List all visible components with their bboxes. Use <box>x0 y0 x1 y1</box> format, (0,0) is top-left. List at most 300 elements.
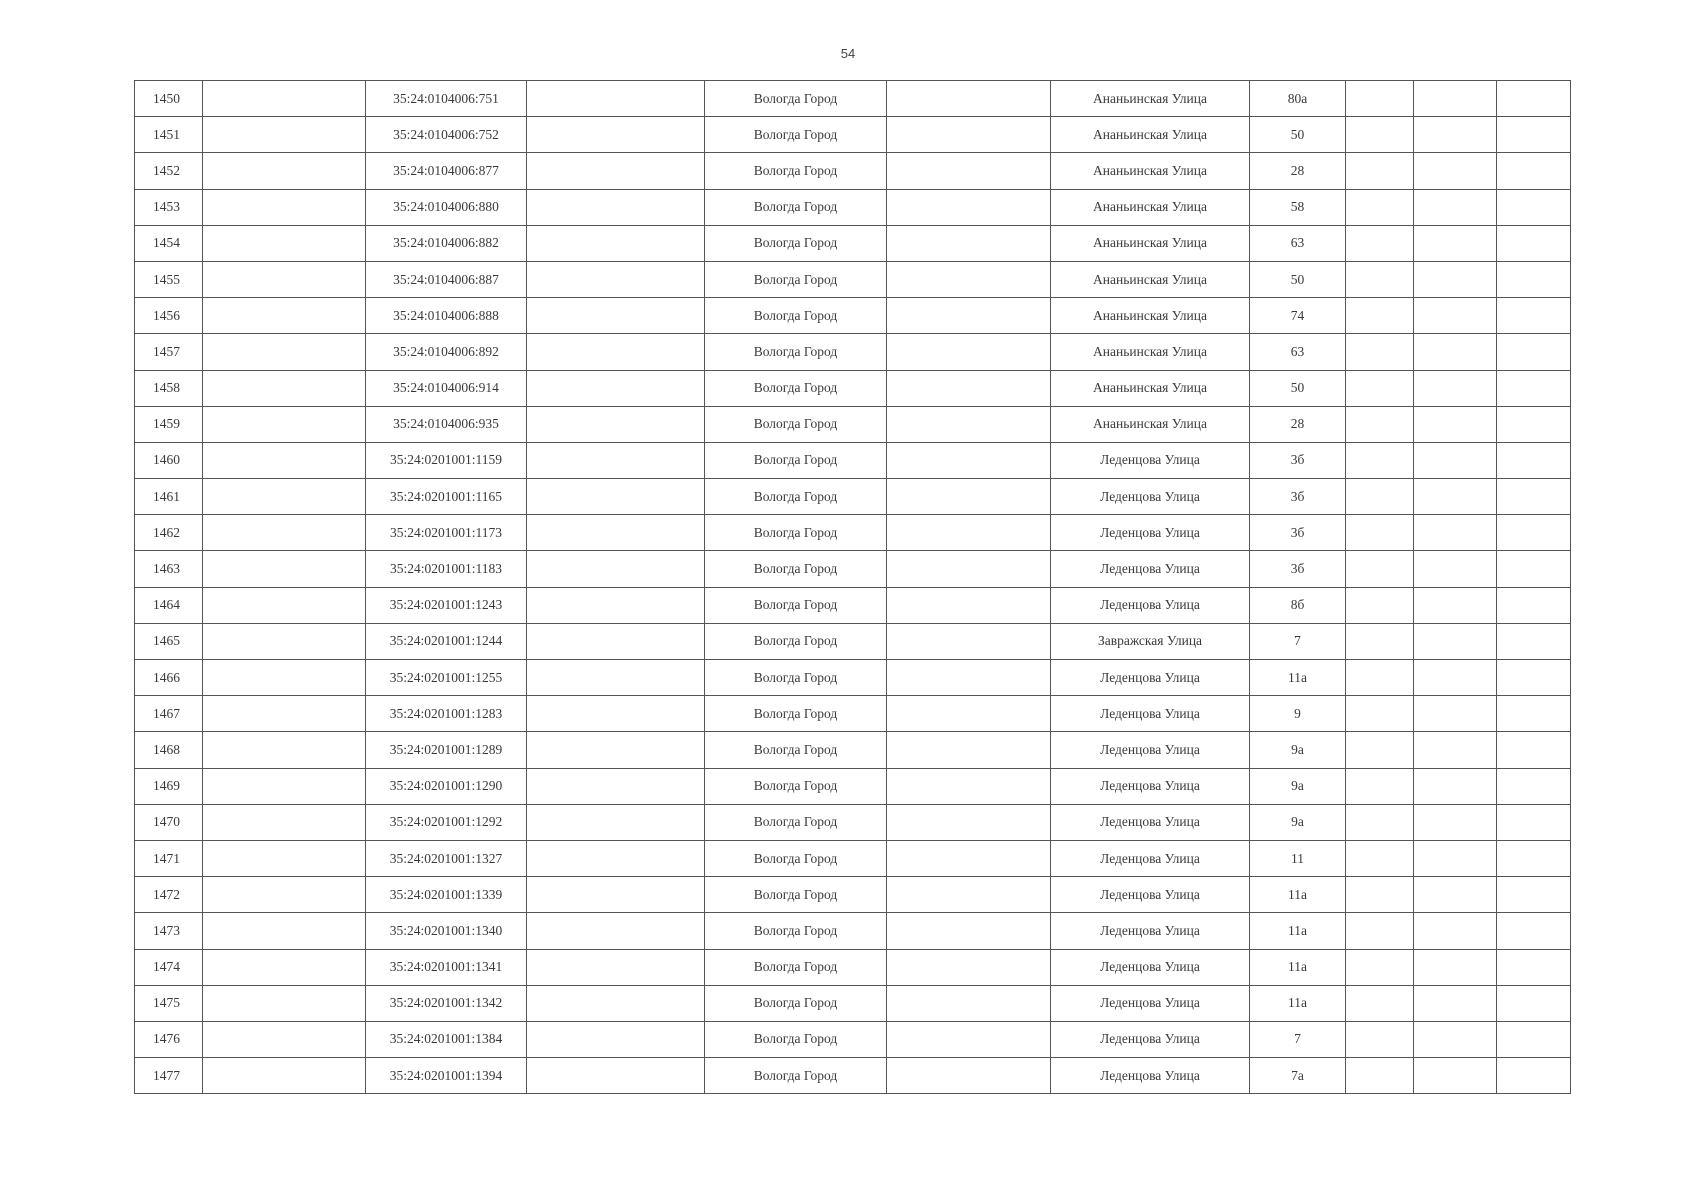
empty-cell <box>1346 153 1414 189</box>
city-cell: Вологда Город <box>705 334 887 370</box>
house-number-cell: 63 <box>1250 334 1346 370</box>
row-number-cell: 1476 <box>135 1021 203 1057</box>
table-row <box>135 370 1571 406</box>
house-number-cell: 9а <box>1250 804 1346 840</box>
empty-cell <box>203 551 366 587</box>
house-number-cell: 28 <box>1250 153 1346 189</box>
empty-cell <box>887 985 1051 1021</box>
city-cell: Вологда Город <box>705 913 887 949</box>
empty-cell <box>1346 985 1414 1021</box>
empty-cell <box>1414 515 1497 551</box>
empty-cell <box>1414 225 1497 261</box>
empty-cell <box>1346 768 1414 804</box>
empty-cell <box>1497 225 1571 261</box>
empty-cell <box>1414 768 1497 804</box>
empty-cell <box>1497 515 1571 551</box>
street-cell: Ананьинская Улица <box>1051 189 1250 225</box>
empty-cell <box>1414 442 1497 478</box>
street-cell: Леденцова Улица <box>1051 804 1250 840</box>
empty-cell <box>527 913 705 949</box>
city-cell: Вологда Город <box>705 732 887 768</box>
empty-cell <box>1346 1058 1414 1094</box>
row-number-cell: 1475 <box>135 985 203 1021</box>
row-number-cell: 1455 <box>135 261 203 297</box>
empty-cell <box>527 442 705 478</box>
street-cell: Леденцова Улица <box>1051 515 1250 551</box>
empty-cell <box>527 153 705 189</box>
cadastral-number-cell: 35:24:0201001:1159 <box>366 442 527 478</box>
row-number-cell: 1460 <box>135 442 203 478</box>
empty-cell <box>203 696 366 732</box>
empty-cell <box>887 406 1051 442</box>
empty-cell <box>203 732 366 768</box>
empty-cell <box>1497 804 1571 840</box>
cadastral-number-cell: 35:24:0201001:1289 <box>366 732 527 768</box>
street-cell: Леденцова Улица <box>1051 877 1250 913</box>
empty-cell <box>527 587 705 623</box>
table-row <box>135 406 1571 442</box>
empty-cell <box>203 913 366 949</box>
house-number-cell: 11а <box>1250 877 1346 913</box>
row-number-cell: 1477 <box>135 1058 203 1094</box>
city-cell: Вологда Город <box>705 1058 887 1094</box>
table-row <box>135 225 1571 261</box>
row-number-cell: 1472 <box>135 877 203 913</box>
cadastral-number-cell: 35:24:0201001:1183 <box>366 551 527 587</box>
house-number-cell: 63 <box>1250 225 1346 261</box>
street-cell: Леденцова Улица <box>1051 660 1250 696</box>
empty-cell <box>1497 551 1571 587</box>
house-number-cell: 80а <box>1250 81 1346 117</box>
street-cell: Ананьинская Улица <box>1051 370 1250 406</box>
street-cell: Леденцова Улица <box>1051 587 1250 623</box>
empty-cell <box>527 515 705 551</box>
house-number-cell: 3б <box>1250 442 1346 478</box>
row-number-cell: 1459 <box>135 406 203 442</box>
empty-cell <box>1346 515 1414 551</box>
empty-cell <box>1346 117 1414 153</box>
empty-cell <box>1497 732 1571 768</box>
table-row <box>135 551 1571 587</box>
cadastral-number-cell: 35:24:0201001:1255 <box>366 660 527 696</box>
cadastral-number-cell: 35:24:0201001:1327 <box>366 840 527 876</box>
city-cell: Вологда Город <box>705 189 887 225</box>
page-number: 54 <box>840 46 856 61</box>
empty-cell <box>1414 696 1497 732</box>
street-cell: Леденцова Улица <box>1051 442 1250 478</box>
row-number-cell: 1463 <box>135 551 203 587</box>
empty-cell <box>203 804 366 840</box>
table-row <box>135 587 1571 623</box>
cadastral-number-cell: 35:24:0201001:1342 <box>366 985 527 1021</box>
table-row <box>135 732 1571 768</box>
street-cell: Леденцова Улица <box>1051 479 1250 515</box>
cadastral-number-cell: 35:24:0201001:1244 <box>366 623 527 659</box>
empty-cell <box>1497 985 1571 1021</box>
empty-cell <box>527 406 705 442</box>
house-number-cell: 8б <box>1250 587 1346 623</box>
empty-cell <box>203 1021 366 1057</box>
empty-cell <box>1497 623 1571 659</box>
table-row <box>135 1021 1571 1057</box>
city-cell: Вологда Город <box>705 515 887 551</box>
empty-cell <box>527 189 705 225</box>
empty-cell <box>1414 189 1497 225</box>
row-number-cell: 1453 <box>135 189 203 225</box>
cadastral-number-cell: 35:24:0201001:1292 <box>366 804 527 840</box>
empty-cell <box>887 442 1051 478</box>
street-cell: Леденцова Улица <box>1051 768 1250 804</box>
empty-cell <box>887 949 1051 985</box>
cadastral-number-cell: 35:24:0104006:935 <box>366 406 527 442</box>
empty-cell <box>527 81 705 117</box>
cadastral-number-cell: 35:24:0104006:751 <box>366 81 527 117</box>
empty-cell <box>203 189 366 225</box>
empty-cell <box>887 189 1051 225</box>
empty-cell <box>887 732 1051 768</box>
city-cell: Вологда Город <box>705 696 887 732</box>
cadastral-number-cell: 35:24:0104006:752 <box>366 117 527 153</box>
empty-cell <box>1414 551 1497 587</box>
empty-cell <box>1346 1021 1414 1057</box>
city-cell: Вологда Город <box>705 587 887 623</box>
street-cell: Ананьинская Улица <box>1051 81 1250 117</box>
house-number-cell: 50 <box>1250 261 1346 297</box>
empty-cell <box>1497 406 1571 442</box>
empty-cell <box>887 623 1051 659</box>
city-cell: Вологда Город <box>705 877 887 913</box>
empty-cell <box>527 370 705 406</box>
row-number-cell: 1471 <box>135 840 203 876</box>
empty-cell <box>1346 442 1414 478</box>
street-cell: Леденцова Улица <box>1051 696 1250 732</box>
city-cell: Вологда Город <box>705 225 887 261</box>
row-number-cell: 1466 <box>135 660 203 696</box>
table-row <box>135 261 1571 297</box>
street-cell: Ананьинская Улица <box>1051 298 1250 334</box>
empty-cell <box>887 479 1051 515</box>
empty-cell <box>887 153 1051 189</box>
empty-cell <box>527 1058 705 1094</box>
row-number-cell: 1464 <box>135 587 203 623</box>
empty-cell <box>203 479 366 515</box>
table-row <box>135 696 1571 732</box>
empty-cell <box>1414 370 1497 406</box>
empty-cell <box>203 515 366 551</box>
table-row <box>135 985 1571 1021</box>
table-row <box>135 442 1571 478</box>
table-row <box>135 479 1571 515</box>
empty-cell <box>1497 660 1571 696</box>
cadastral-number-cell: 35:24:0201001:1341 <box>366 949 527 985</box>
empty-cell <box>203 261 366 297</box>
row-number-cell: 1465 <box>135 623 203 659</box>
cadastral-number-cell: 35:24:0201001:1173 <box>366 515 527 551</box>
empty-cell <box>203 153 366 189</box>
table-row <box>135 298 1571 334</box>
registry-table <box>134 80 1571 1094</box>
empty-cell <box>1497 442 1571 478</box>
empty-cell <box>1346 406 1414 442</box>
house-number-cell: 9 <box>1250 696 1346 732</box>
house-number-cell: 50 <box>1250 117 1346 153</box>
empty-cell <box>1414 1021 1497 1057</box>
street-cell: Леденцова Улица <box>1051 913 1250 949</box>
city-cell: Вологда Город <box>705 117 887 153</box>
row-number-cell: 1452 <box>135 153 203 189</box>
table-row <box>135 81 1571 117</box>
table-row <box>135 877 1571 913</box>
house-number-cell: 11а <box>1250 949 1346 985</box>
empty-cell <box>527 732 705 768</box>
empty-cell <box>1497 189 1571 225</box>
empty-cell <box>1414 406 1497 442</box>
empty-cell <box>1346 298 1414 334</box>
empty-cell <box>1346 479 1414 515</box>
empty-cell <box>203 623 366 659</box>
empty-cell <box>1497 334 1571 370</box>
empty-cell <box>1346 587 1414 623</box>
empty-cell <box>203 985 366 1021</box>
empty-cell <box>527 225 705 261</box>
empty-cell <box>203 406 366 442</box>
empty-cell <box>1414 334 1497 370</box>
city-cell: Вологда Город <box>705 623 887 659</box>
empty-cell <box>1346 696 1414 732</box>
empty-cell <box>1414 985 1497 1021</box>
empty-cell <box>527 1021 705 1057</box>
city-cell: Вологда Город <box>705 804 887 840</box>
city-cell: Вологда Город <box>705 949 887 985</box>
house-number-cell: 11а <box>1250 913 1346 949</box>
empty-cell <box>1414 587 1497 623</box>
row-number-cell: 1454 <box>135 225 203 261</box>
empty-cell <box>527 840 705 876</box>
empty-cell <box>1497 1058 1571 1094</box>
empty-cell <box>887 877 1051 913</box>
empty-cell <box>1497 913 1571 949</box>
empty-cell <box>527 949 705 985</box>
empty-cell <box>203 225 366 261</box>
table-row <box>135 660 1571 696</box>
cadastral-number-cell: 35:24:0104006:914 <box>366 370 527 406</box>
empty-cell <box>1414 623 1497 659</box>
empty-cell <box>887 261 1051 297</box>
cadastral-number-cell: 35:24:0201001:1290 <box>366 768 527 804</box>
city-cell: Вологда Город <box>705 153 887 189</box>
house-number-cell: 58 <box>1250 189 1346 225</box>
empty-cell <box>1414 298 1497 334</box>
empty-cell <box>1346 551 1414 587</box>
table-row <box>135 949 1571 985</box>
empty-cell <box>887 370 1051 406</box>
empty-cell <box>203 81 366 117</box>
table-row <box>135 189 1571 225</box>
table-row <box>135 840 1571 876</box>
empty-cell <box>203 298 366 334</box>
city-cell: Вологда Город <box>705 768 887 804</box>
table-row <box>135 804 1571 840</box>
empty-cell <box>1414 913 1497 949</box>
city-cell: Вологда Город <box>705 985 887 1021</box>
empty-cell <box>1497 768 1571 804</box>
city-cell: Вологда Город <box>705 1021 887 1057</box>
street-cell: Леденцова Улица <box>1051 985 1250 1021</box>
cadastral-number-cell: 35:24:0201001:1340 <box>366 913 527 949</box>
cadastral-number-cell: 35:24:0201001:1339 <box>366 877 527 913</box>
empty-cell <box>1497 261 1571 297</box>
cadastral-number-cell: 35:24:0201001:1384 <box>366 1021 527 1057</box>
empty-cell <box>887 768 1051 804</box>
empty-cell <box>203 334 366 370</box>
empty-cell <box>887 660 1051 696</box>
street-cell: Ананьинская Улица <box>1051 406 1250 442</box>
row-number-cell: 1473 <box>135 913 203 949</box>
empty-cell <box>1497 479 1571 515</box>
empty-cell <box>1346 877 1414 913</box>
empty-cell <box>887 225 1051 261</box>
empty-cell <box>887 840 1051 876</box>
empty-cell <box>527 877 705 913</box>
city-cell: Вологда Город <box>705 442 887 478</box>
empty-cell <box>527 117 705 153</box>
street-cell: Ананьинская Улица <box>1051 117 1250 153</box>
street-cell: Леденцова Улица <box>1051 840 1250 876</box>
empty-cell <box>203 877 366 913</box>
empty-cell <box>1497 840 1571 876</box>
cadastral-number-cell: 35:24:0104006:877 <box>366 153 527 189</box>
empty-cell <box>1414 81 1497 117</box>
empty-cell <box>887 117 1051 153</box>
empty-cell <box>527 660 705 696</box>
empty-cell <box>203 117 366 153</box>
city-cell: Вологда Город <box>705 479 887 515</box>
empty-cell <box>1497 298 1571 334</box>
street-cell: Леденцова Улица <box>1051 1021 1250 1057</box>
street-cell: Леденцова Улица <box>1051 551 1250 587</box>
empty-cell <box>203 660 366 696</box>
table-row <box>135 515 1571 551</box>
empty-cell <box>1346 660 1414 696</box>
empty-cell <box>1497 370 1571 406</box>
empty-cell <box>1346 840 1414 876</box>
house-number-cell: 3б <box>1250 479 1346 515</box>
empty-cell <box>203 949 366 985</box>
empty-cell <box>527 623 705 659</box>
empty-cell <box>1414 479 1497 515</box>
empty-cell <box>203 768 366 804</box>
table-body <box>135 81 1571 1094</box>
city-cell: Вологда Город <box>705 261 887 297</box>
cadastral-number-cell: 35:24:0104006:880 <box>366 189 527 225</box>
empty-cell <box>887 551 1051 587</box>
row-number-cell: 1450 <box>135 81 203 117</box>
empty-cell <box>1346 370 1414 406</box>
empty-cell <box>887 515 1051 551</box>
empty-cell <box>1346 189 1414 225</box>
city-cell: Вологда Город <box>705 840 887 876</box>
cadastral-number-cell: 35:24:0104006:888 <box>366 298 527 334</box>
empty-cell <box>527 479 705 515</box>
street-cell: Леденцова Улица <box>1051 949 1250 985</box>
empty-cell <box>887 1058 1051 1094</box>
house-number-cell: 7 <box>1250 1021 1346 1057</box>
empty-cell <box>203 587 366 623</box>
empty-cell <box>1346 225 1414 261</box>
empty-cell <box>527 298 705 334</box>
empty-cell <box>527 985 705 1021</box>
house-number-cell: 7 <box>1250 623 1346 659</box>
empty-cell <box>1414 660 1497 696</box>
empty-cell <box>1346 623 1414 659</box>
empty-cell <box>1497 696 1571 732</box>
street-cell: Ананьинская Улица <box>1051 261 1250 297</box>
empty-cell <box>527 696 705 732</box>
empty-cell <box>1414 153 1497 189</box>
house-number-cell: 9а <box>1250 732 1346 768</box>
table-row <box>135 768 1571 804</box>
empty-cell <box>1414 877 1497 913</box>
empty-cell <box>203 370 366 406</box>
house-number-cell: 74 <box>1250 298 1346 334</box>
city-cell: Вологда Город <box>705 81 887 117</box>
street-cell: Ананьинская Улица <box>1051 334 1250 370</box>
row-number-cell: 1451 <box>135 117 203 153</box>
table-row <box>135 1058 1571 1094</box>
empty-cell <box>527 334 705 370</box>
city-cell: Вологда Город <box>705 370 887 406</box>
empty-cell <box>887 81 1051 117</box>
empty-cell <box>527 768 705 804</box>
empty-cell <box>1346 732 1414 768</box>
row-number-cell: 1456 <box>135 298 203 334</box>
empty-cell <box>1497 1021 1571 1057</box>
empty-cell <box>203 1058 366 1094</box>
row-number-cell: 1461 <box>135 479 203 515</box>
street-cell: Леденцова Улица <box>1051 732 1250 768</box>
empty-cell <box>1414 117 1497 153</box>
row-number-cell: 1470 <box>135 804 203 840</box>
row-number-cell: 1467 <box>135 696 203 732</box>
cadastral-number-cell: 35:24:0201001:1283 <box>366 696 527 732</box>
city-cell: Вологда Город <box>705 406 887 442</box>
street-cell: Ананьинская Улица <box>1051 225 1250 261</box>
empty-cell <box>1346 913 1414 949</box>
empty-cell <box>203 840 366 876</box>
house-number-cell: 9а <box>1250 768 1346 804</box>
table-row <box>135 334 1571 370</box>
empty-cell <box>887 298 1051 334</box>
row-number-cell: 1457 <box>135 334 203 370</box>
empty-cell <box>887 804 1051 840</box>
empty-cell <box>1346 81 1414 117</box>
cadastral-number-cell: 35:24:0104006:882 <box>366 225 527 261</box>
empty-cell <box>1414 1058 1497 1094</box>
empty-cell <box>1414 261 1497 297</box>
house-number-cell: 11а <box>1250 660 1346 696</box>
empty-cell <box>887 913 1051 949</box>
empty-cell <box>1346 949 1414 985</box>
street-cell: Завражская Улица <box>1051 623 1250 659</box>
cadastral-number-cell: 35:24:0104006:892 <box>366 334 527 370</box>
empty-cell <box>887 696 1051 732</box>
table-row <box>135 153 1571 189</box>
empty-cell <box>887 587 1051 623</box>
table-row <box>135 623 1571 659</box>
empty-cell <box>887 1021 1051 1057</box>
empty-cell <box>887 334 1051 370</box>
house-number-cell: 11а <box>1250 985 1346 1021</box>
